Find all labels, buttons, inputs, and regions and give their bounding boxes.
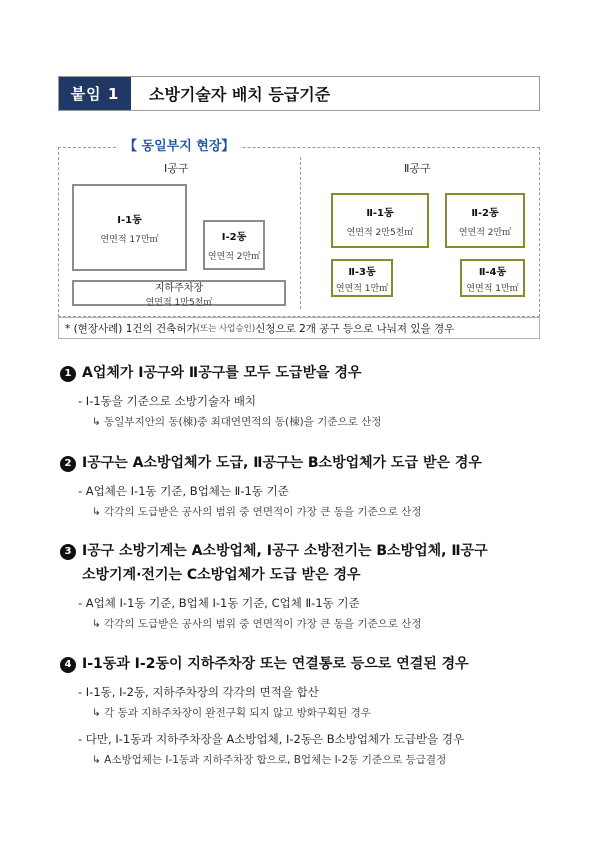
section-4-sub-2: ↳ A소방업체는 Ⅰ-1동과 지하주차장 합으로, B업체는 Ⅰ-2동 기준으로 등급결정 [92,754,447,766]
note-suffix: 신청으로 2개 공구 등으로 나눠져 있을 경우 [255,322,455,335]
case-note [58,317,540,339]
section-title-text: Ⅰ-1동과 Ⅰ-2동이 지하주차장 또는 연결통로 등으로 연결된 경우 [82,656,469,672]
section-2-item: - A업체은 Ⅰ-1동 기준, B업체는 Ⅱ-1동 기준 [78,484,289,498]
section-4-title [60,653,469,673]
section-1-item: - Ⅰ-1동을 기준으로 소방기술자 배치 [78,394,257,408]
building-name: Ⅰ-1동 [117,214,142,226]
section-number: 4 [60,657,76,673]
section-title-text: Ⅰ공구 소방기계는 A소방업체, Ⅰ공구 소방전기는 B소방업체, Ⅱ공구 [82,543,488,559]
building-area: 연면적 17만㎡ [100,234,159,245]
section-2-sub: ↳ 각각의 도급받은 공사의 범위 중 연면적이 가장 큰 동을 기준으로 산정 [92,506,422,518]
building-area: 연면적 1만5천㎡ [145,297,213,308]
section-3-title [60,540,488,560]
section-4-sub: ↳ 각 동과 지하주차장이 완전구획 되지 않고 방화구획된 경우 [92,707,371,719]
building-area: 연면적 2만㎡ [458,227,512,238]
building-name: Ⅱ-1동 [366,207,394,219]
section-title-text: Ⅰ공구는 A소방업체가 도급, Ⅱ공구는 B소방업체가 도급 받은 경우 [82,455,482,471]
section-number: 2 [60,456,76,472]
note-prefix: * (현장사례) 1건의 건축허가 [65,322,197,335]
building-parking [72,280,286,306]
section-3-item: - A업체 Ⅰ-1동 기준, B업체 Ⅰ-1동 기준, C업체 Ⅱ-1동 기준 [78,596,360,610]
building-name: Ⅱ-4동 [478,266,507,278]
section-1-title [60,362,362,382]
zone-2-label: Ⅱ공구 [404,162,431,175]
building-2-1 [331,193,429,248]
section-title-text: A업체가 Ⅰ공구와 Ⅱ공구를 모두 도급받을 경우 [82,365,362,381]
building-name: Ⅱ-3동 [348,266,376,278]
section-2-title [60,452,482,472]
building-name: Ⅰ-2동 [221,232,247,243]
building-area: 연면적 1만㎡ [466,283,519,294]
zone-divider [300,157,301,309]
building-1-2 [203,220,265,270]
building-2-2 [445,193,525,248]
building-area: 연면적 2만5천㎡ [346,227,414,238]
diagram-title: 【 동일부지 현장】 [118,135,240,154]
building-2-4 [460,259,525,297]
page-title: 소방기술자 배치 등급기준 [149,85,331,104]
building-name: Ⅱ-2동 [471,207,499,219]
section-number: 1 [60,366,76,382]
zone-1-label: Ⅰ공구 [164,162,189,175]
note-small: (또는 사업승인) [196,324,256,334]
page-header [58,76,540,111]
section-3-sub: ↳ 각각의 도급받은 공사의 범위 중 연면적이 가장 큰 동을 기준으로 산정 [92,618,422,630]
section-3-title-line2: 소방기계·전기는 C소방업체가 도급 받은 경우 [82,567,361,583]
building-2-3 [331,259,393,297]
building-area: 연면적 2만㎡ [207,252,261,262]
section-1-sub: ↳ 동일부지안의 동(棟)중 최대연면적의 동(棟)을 기준으로 산정 [92,416,382,428]
section-4-item: - Ⅰ-1동, Ⅰ-2동, 지하주차장의 각각의 면적을 합산 [78,685,319,699]
attachment-badge: 붙임 1 [59,77,131,110]
building-name: 지하주차장 [154,282,204,294]
section-number: 3 [60,544,76,560]
building-area: 연면적 1만㎡ [335,283,389,294]
section-4-item-2: - 다만, Ⅰ-1동과 지하주차장을 A소방업체, Ⅰ-2동은 B소방업체가 도급받을 경우 [78,732,465,746]
building-1-1 [72,184,187,271]
